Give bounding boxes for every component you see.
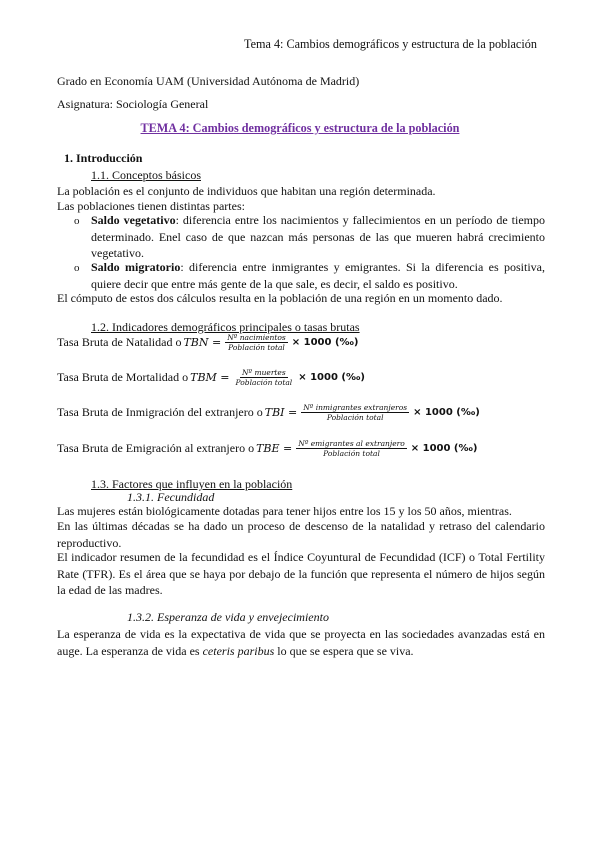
bullet-marker: o	[74, 215, 80, 227]
paragraph: Las poblaciones tienen distintas partes:	[57, 199, 245, 213]
formula-label: Tasa Bruta de Emigración al extranjero o	[57, 441, 255, 455]
formula-tbm	[57, 368, 365, 387]
paragraph	[57, 626, 545, 659]
formula-multiplier: × 1000 (‰)	[291, 337, 359, 348]
degree-line: Grado en Economía UAM (Universidad Autónoma de Madrid)	[57, 74, 360, 88]
fraction	[225, 333, 288, 352]
term: Saldo vegetativo	[91, 213, 176, 227]
paragraph: Las mujeres están biológicamente dotadas para tener hijos entre los 15 y los 50 años, mientras.	[57, 504, 512, 518]
formula-tbi	[57, 403, 480, 422]
section-heading-intro: 1. Introducción	[64, 151, 143, 165]
fraction	[296, 439, 406, 458]
denominator: Población total	[235, 378, 293, 387]
formula-multiplier: × 1000 (‰)	[298, 372, 365, 383]
formula-label: Tasa Bruta de Natalidad o	[57, 335, 182, 349]
numerator: Nº emigrantes al extranjero	[298, 439, 405, 448]
paragraph: El indicador resumen de la fecundidad es el Índice Coyuntural de Fecundidad (ICF) o Total Fertility Rate (TFR). Es el área que se haya por debajo de la función que representa el número de hijos según la edad de las madres.	[57, 550, 545, 597]
fraction	[301, 403, 409, 422]
formula-abbr: TBN =	[183, 336, 222, 349]
bullet-marker: o	[74, 262, 80, 274]
paragraph: El cómputo de estos dos cálculos resulta en la población de una región en un momento dado.	[57, 291, 503, 305]
numerator: Nº inmigrantes extranjeros	[303, 403, 408, 412]
fraction	[234, 368, 295, 387]
denominator: Población total	[326, 413, 384, 422]
term: Saldo migratorio	[91, 260, 181, 274]
text: lo que se espera que se viva.	[274, 643, 414, 658]
document-title: TEMA 4: Cambios demográficos y estructura de la población	[140, 121, 460, 135]
running-header: Tema 4: Cambios demográficos y estructura de la población	[244, 37, 537, 51]
denominator: Población total	[228, 343, 285, 352]
subsubsection-heading-fecundidad: 1.3.1. Fecundidad	[127, 490, 215, 504]
formula-tbe	[57, 439, 477, 458]
paragraph: En las últimas décadas se ha dado un proceso de descenso de la natalidad y retraso del calendario reproductivo.	[57, 519, 545, 550]
formula-abbr: TBM =	[190, 371, 230, 384]
list-item-saldo-vegetativo	[91, 212, 545, 262]
subsection-heading-factores: 1.3. Factores que influyen en la población	[91, 477, 293, 491]
denominator: Población total	[323, 449, 380, 458]
text: La esperanza de vida es la expectativa de vida que se proyecta en las sociedades avanzadas está en auge. La esperanza de vida es	[57, 627, 545, 658]
list-item-saldo-migratorio	[91, 259, 545, 292]
formula-label: Tasa Bruta de Mortalidad o	[57, 370, 189, 384]
latin-phrase: ceteris paribus	[202, 643, 275, 658]
subject-line: Asignatura: Sociología General	[57, 97, 209, 111]
definition: : diferencia entre inmigrantes y emigrantes. Si la diferencia es positiva, quiere decir que entre más gente de la que sale, es decir, el saldo es positivo.	[91, 260, 545, 291]
formula-multiplier: × 1000 (‰)	[413, 407, 480, 418]
formula-abbr: TBE =	[256, 442, 293, 455]
formula-multiplier: × 1000 (‰)	[410, 443, 478, 454]
paragraph: La población es el conjunto de individuos que habitan una región determinada.	[57, 184, 436, 198]
subsection-heading-indicadores: 1.2. Indicadores demográficos principales o tasas brutas	[91, 320, 360, 334]
formula-label: Tasa Bruta de Inmigración del extranjero o	[57, 405, 263, 419]
subsubsection-heading-esperanza: 1.3.2. Esperanza de vida y envejecimiento	[127, 610, 329, 624]
subsection-heading-conceptos: 1.1. Conceptos básicos	[91, 168, 201, 182]
numerator: Nº muertes	[241, 368, 286, 377]
numerator: Nº nacimientos	[227, 333, 286, 342]
definition: : diferencia entre los nacimientos y fallecimientos en un período de tiempo determinado. Enel caso de que nazcan más personas de las que mueren habrá crecimiento vegetativo.	[91, 213, 545, 260]
formula-abbr: TBI =	[264, 406, 298, 419]
formula-tbn	[57, 333, 358, 352]
